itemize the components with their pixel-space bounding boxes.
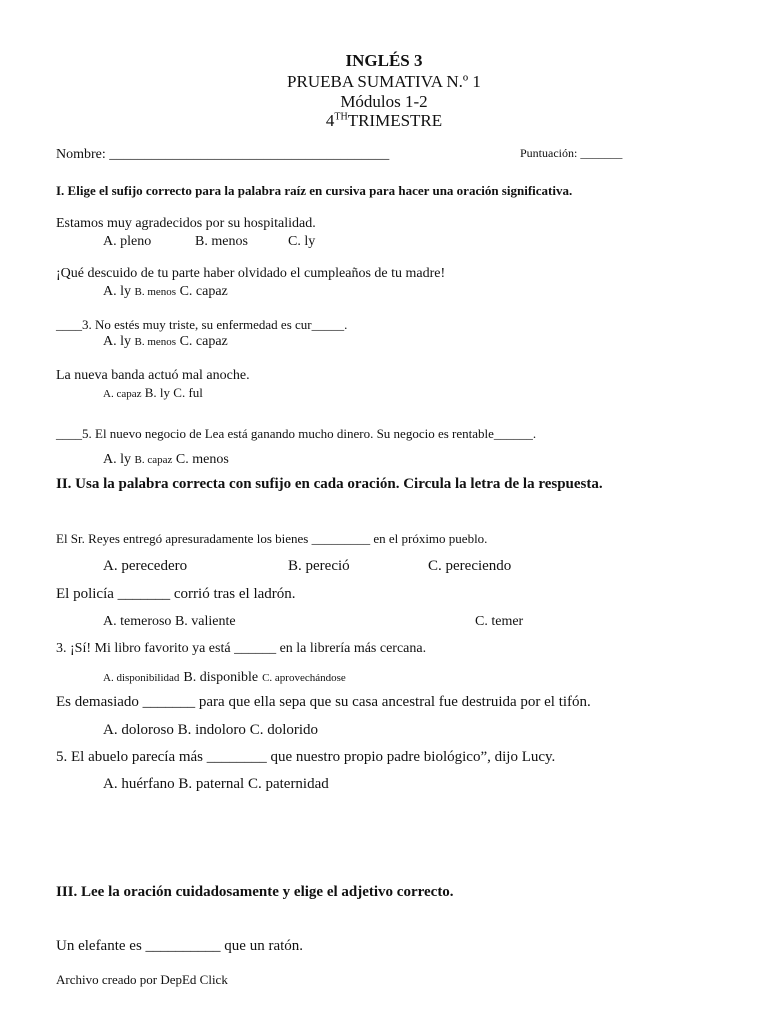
s2-q2-option-c[interactable]: C. temer: [475, 614, 524, 629]
s1-q1-option-c[interactable]: C. ly: [288, 234, 316, 249]
s2-q3-option-a[interactable]: A. disponibilidad: [103, 672, 180, 684]
section2-title: II. Usa la palabra correcta con sufijo en cada oración. Circula la letra de la respuesta.: [56, 476, 603, 492]
s1-q5-option-b[interactable]: B. capaz: [134, 454, 173, 466]
s2-q3-options: [103, 668, 346, 686]
term-label: [0, 111, 768, 131]
s1-question-2: ¡Qué descuido de tu parte haber olvidado el cumpleaños de tu madre!: [56, 266, 446, 281]
s2-q3-option-c[interactable]: C. aprovechándose: [262, 672, 346, 684]
s2-q1-option-c[interactable]: C. pereciendo: [428, 558, 512, 574]
name-blank[interactable]: ________________________________________: [109, 147, 390, 162]
name-line: [56, 147, 389, 163]
footer-credit: Archivo creado por DepEd Click: [56, 972, 228, 987]
term-word: TRIMESTRE: [347, 111, 443, 130]
s1-q3-option-a[interactable]: A. ly: [103, 334, 131, 349]
test-title: PRUEBA SUMATIVA N.º 1: [287, 72, 481, 91]
s1-q5-option-a[interactable]: A. ly: [103, 452, 131, 467]
score-blank[interactable]: _______: [580, 146, 623, 160]
s1-q1-option-a[interactable]: A. pleno: [103, 234, 152, 249]
s1-q2-option-c[interactable]: C. capaz: [179, 284, 228, 299]
score-line: [520, 146, 622, 161]
section1-title: I. Elige el sufijo correcto para la palabra raíz en cursiva para hacer una oración significativa.: [56, 183, 573, 198]
s1-question-4: La nueva banda actuó mal anoche.: [56, 368, 250, 383]
s2-q3-option-b[interactable]: B. disponible: [183, 670, 259, 685]
s1-question-5: ____5. El nuevo negocio de Lea está ganando mucho dinero. Su negocio es rentable______.: [56, 426, 537, 441]
s1-q2-options: [103, 284, 228, 300]
s3-question-1: Un elefante es __________ que un ratón.: [56, 938, 304, 954]
score-label: Puntuación:: [520, 146, 578, 160]
s1-q4-option-c[interactable]: C. ful: [173, 385, 203, 400]
modules-label: Módulos 1-2: [340, 92, 428, 111]
s2-q2-option-b[interactable]: B. valiente: [174, 614, 236, 629]
section3-title: III. Lee la oración cuidadosamente y elige el adjetivo correcto.: [56, 884, 454, 900]
s2-q5-option-b[interactable]: B. paternal: [178, 776, 245, 792]
s2-q5-options: [103, 776, 329, 793]
s1-q1-option-b[interactable]: B. menos: [195, 234, 248, 249]
s2-q1-option-b[interactable]: B. pereció: [288, 558, 350, 574]
s1-q3-option-c[interactable]: C. capaz: [179, 334, 228, 349]
s2-q5-option-a[interactable]: A. huérfano: [103, 776, 175, 792]
term-superscript: TH: [334, 111, 348, 123]
s1-q4-option-a[interactable]: A. capaz: [103, 388, 142, 400]
s2-q1-option-a[interactable]: A. perecedero: [103, 558, 188, 574]
s2-q4-option-c[interactable]: C. dolorido: [249, 722, 319, 738]
s1-q5-options: [103, 452, 229, 468]
name-label: Nombre:: [56, 147, 106, 162]
s2-q4-options: [103, 722, 318, 739]
s1-q5-option-c[interactable]: C. menos: [175, 452, 229, 467]
term-number: 4: [325, 111, 335, 130]
s1-q2-option-a[interactable]: A. ly: [103, 284, 131, 299]
s2-question-3: 3. ¡Sí! Mi libro favorito ya está ______ en la librería más cercana.: [56, 641, 427, 656]
s1-question-1: Estamos muy agradecidos por su hospitalidad.: [56, 216, 316, 231]
s2-question-1: El Sr. Reyes entregó apresuradamente los bienes _________ en el próximo pueblo.: [56, 531, 488, 546]
s2-question-4: Es demasiado _______ para que ella sepa que su casa ancestral fue destruida por el tifón.: [56, 694, 591, 710]
s2-q4-option-b[interactable]: B. indoloro: [177, 722, 246, 738]
course-title: INGLÉS 3: [345, 51, 423, 70]
s2-question-2: El policía _______ corrió tras el ladrón.: [56, 586, 296, 602]
s1-q4-option-b[interactable]: B. ly: [144, 385, 171, 400]
s2-q2-options: [103, 614, 236, 630]
s2-q5-option-c[interactable]: C. paternidad: [247, 776, 329, 792]
s1-q4-options: [103, 385, 203, 401]
s1-q2-option-b[interactable]: B. menos: [134, 286, 177, 298]
s1-q3-options: [103, 334, 228, 350]
s1-q3-option-b[interactable]: B. menos: [134, 336, 177, 348]
s2-q4-option-a[interactable]: A. doloroso: [103, 722, 174, 738]
s2-question-5: 5. El abuelo parecía más ________ que nuestro propio padre biológico”, dijo Lucy.: [56, 749, 556, 765]
s1-question-3: ____3. No estés muy triste, su enfermedad es cur_____.: [56, 317, 348, 332]
s2-q2-option-a[interactable]: A. temeroso: [103, 614, 172, 629]
